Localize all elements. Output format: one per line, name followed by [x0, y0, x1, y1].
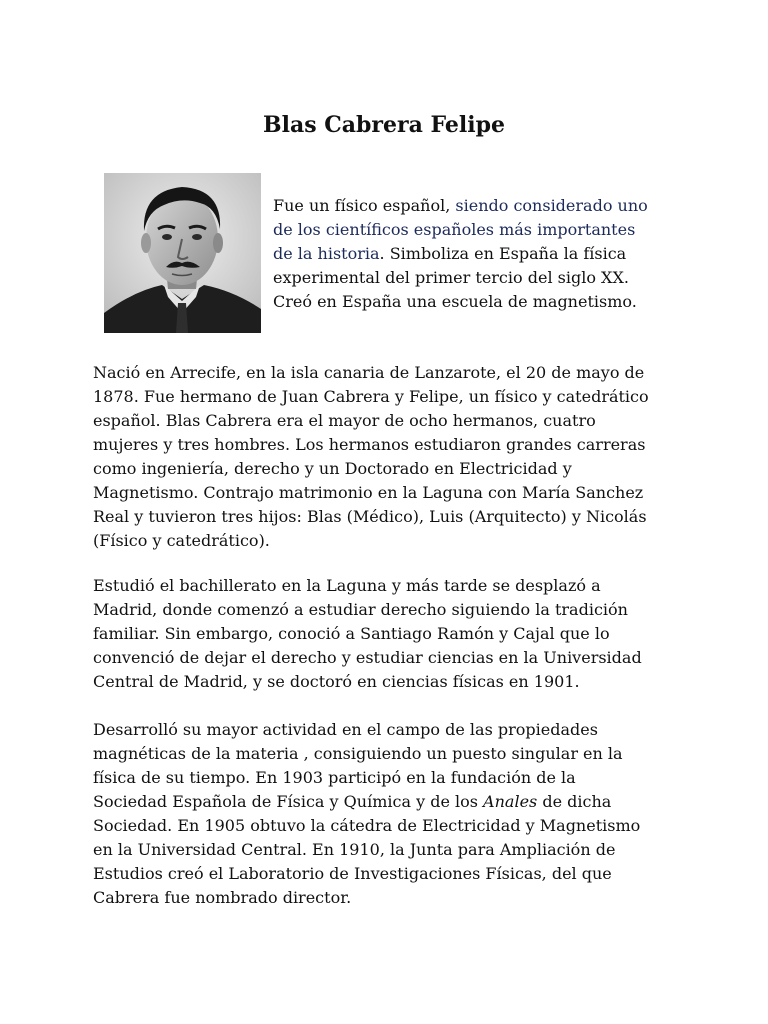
paragraph-line: 1878. Fue hermano de Juan Cabrera y Felipe, un físico y catedrático: [93, 387, 649, 406]
intro-line-5: Creó en España una escuela de magnetismo.: [273, 292, 637, 311]
paragraph-birth: [93, 361, 678, 553]
paragraph-line: Nació en Arrecife, en la isla canaria de Lanzarote, el 20 de mayo de: [93, 363, 645, 382]
journal-title: Anales: [483, 792, 538, 811]
portrait-image: [104, 173, 261, 333]
paragraph-line: Sociedad. En 1905 obtuvo la cátedra de Electricidad y Magnetismo: [93, 816, 641, 835]
paragraph-text: Sociedad Española de Física y Química y de los: [93, 792, 484, 811]
paragraph-line: convenció de dejar el derecho y estudiar ciencias en la Universidad: [93, 648, 642, 667]
paragraph-line: en la Universidad Central. En 1910, la Junta para Ampliación de: [93, 840, 616, 859]
portrait-photo-icon: [104, 173, 261, 333]
intro-line-1: [273, 194, 673, 218]
paragraph-education: [93, 574, 678, 694]
paragraph-line: (Físico y catedrático).: [93, 531, 270, 550]
paragraph-line: Desarrolló su mayor actividad en el campo de las propiedades: [93, 720, 598, 739]
paragraph-line: Central de Madrid, y se doctoró en ciencias físicas en 1901.: [93, 672, 580, 691]
paragraph-line: familiar. Sin embargo, conoció a Santiago Ramón y Cajal que lo: [93, 624, 610, 643]
paragraph-line: [93, 790, 678, 814]
paragraph-line: Estudió el bachillerato en la Laguna y más tarde se desplazó a: [93, 576, 601, 595]
intro-link-text: de la historia: [273, 244, 380, 263]
paragraph-line: Magnetismo. Contrajo matrimonio en la Laguna con María Sanchez: [93, 483, 644, 502]
intro-paragraph: [273, 194, 673, 314]
paragraph-line: Cabrera fue nombrado director.: [93, 888, 352, 907]
paragraph-line: como ingeniería, derecho y un Doctorado en Electricidad y: [93, 459, 572, 478]
intro-line-2: de los científicos españoles más importantes: [273, 220, 636, 239]
paragraph-line: mujeres y tres hombres. Los hermanos estudiaron grandes carreras: [93, 435, 646, 454]
intro-line-4: experimental del primer tercio del siglo XX.: [273, 268, 629, 287]
paragraph-line: español. Blas Cabrera era el mayor de ocho hermanos, cuatro: [93, 411, 596, 430]
paragraph-line: Real y tuvieron tres hijos: Blas (Médico), Luis (Arquitecto) y Nicolás: [93, 507, 647, 526]
paragraph-line: magnéticas de la materia , consiguiendo un puesto singular en la: [93, 744, 623, 763]
paragraph-text: de dicha: [537, 792, 612, 811]
intro-text: Fue un físico español,: [273, 196, 456, 215]
paragraph-line: Estudios creó el Laboratorio de Investigaciones Físicas, del que: [93, 864, 612, 883]
paragraph-line: Madrid, donde comenzó a estudiar derecho siguiendo la tradición: [93, 600, 628, 619]
page-title: Blas Cabrera Felipe: [263, 112, 505, 138]
intro-link-text: siendo considerado uno: [455, 196, 648, 215]
intro-line-3: [273, 242, 673, 266]
paragraph-line: física de su tiempo. En 1903 participó en la fundación de la: [93, 768, 576, 787]
intro-text: . Simboliza en España la física: [379, 244, 627, 263]
paragraph-career: [93, 718, 678, 910]
